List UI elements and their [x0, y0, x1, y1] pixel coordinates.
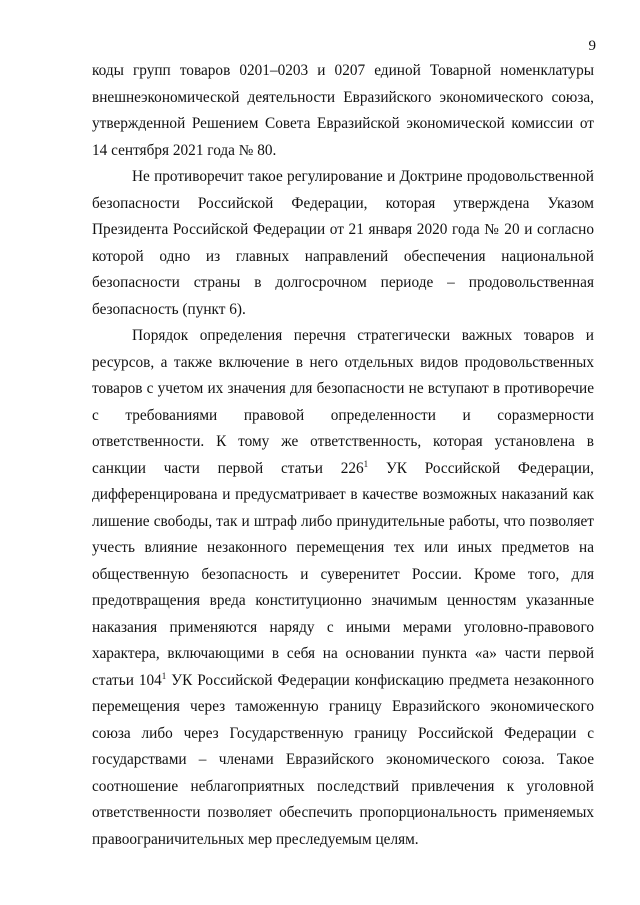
paragraph-text: Не противоречит такое регулирование и Доктрине продовольственной безопасности Российской Федерации, которая утверждена Указом Президента Российской Федерации от 21 января 2020 года № 20 и согласно которой одно из главных направлений обеспечения национальной безопасности страны в долгосрочном периоде – продовольственная безопасность (пункт 6). [92, 168, 594, 318]
paragraph-2 [92, 164, 594, 323]
superscript: 1 [161, 670, 167, 681]
page-number: 9 [588, 38, 596, 54]
paragraph-text: коды групп товаров 0201–0203 и 0207 единой Товарной номенклатуры внешнеэкономической деятельности Евразийского экономического союза, утвержденной Решением Совета Евразийской экономической комиссии от 14 сентября 2021 года № 80. [92, 62, 594, 159]
paragraph-1 [92, 58, 594, 164]
document-body [92, 58, 594, 853]
paragraph-text: УК Российской Федерации, дифференцирована и предусматривает в качестве возможных наказаний как лишение свободы, так и штраф либо принудительные работы, что позволяет учесть влияние незаконного перемещения тех или иных предметов на общественную безопасность и суверенитет России. Кроме того, для предотвращения вреда конституционно значимым ценностям указанные наказания применяются наряду с иными мерами уголовно-правового характера, включающими в себя на основании пункта «а» части первой статьи 104 [92, 459, 594, 689]
paragraph-3 [92, 323, 594, 853]
superscript: 1 [363, 458, 369, 469]
paragraph-text: УК Российской Федерации конфискацию предмета незаконного перемещения через таможенную границу Евразийского экономического союза либо через Государственную границу Российской Федерации с государствами – членами Евразийского экономического союза. Такое соотношение неблагоприятных последствий привлечения к уголовной ответственности позволяет обеспечить пропорциональность применяемых правоограничительных мер преследуемым целям. [92, 671, 594, 848]
paragraph-text: Порядок определения перечня стратегически важных товаров и ресурсов, а также включение в него отдельных видов продовольственных товаров с учетом их значения для безопасности не вступают в противоречие с требованиями правовой определенности и соразмерности ответственности. К тому же ответственность, которая установлена в санкции части первой статьи 226 [92, 327, 594, 477]
